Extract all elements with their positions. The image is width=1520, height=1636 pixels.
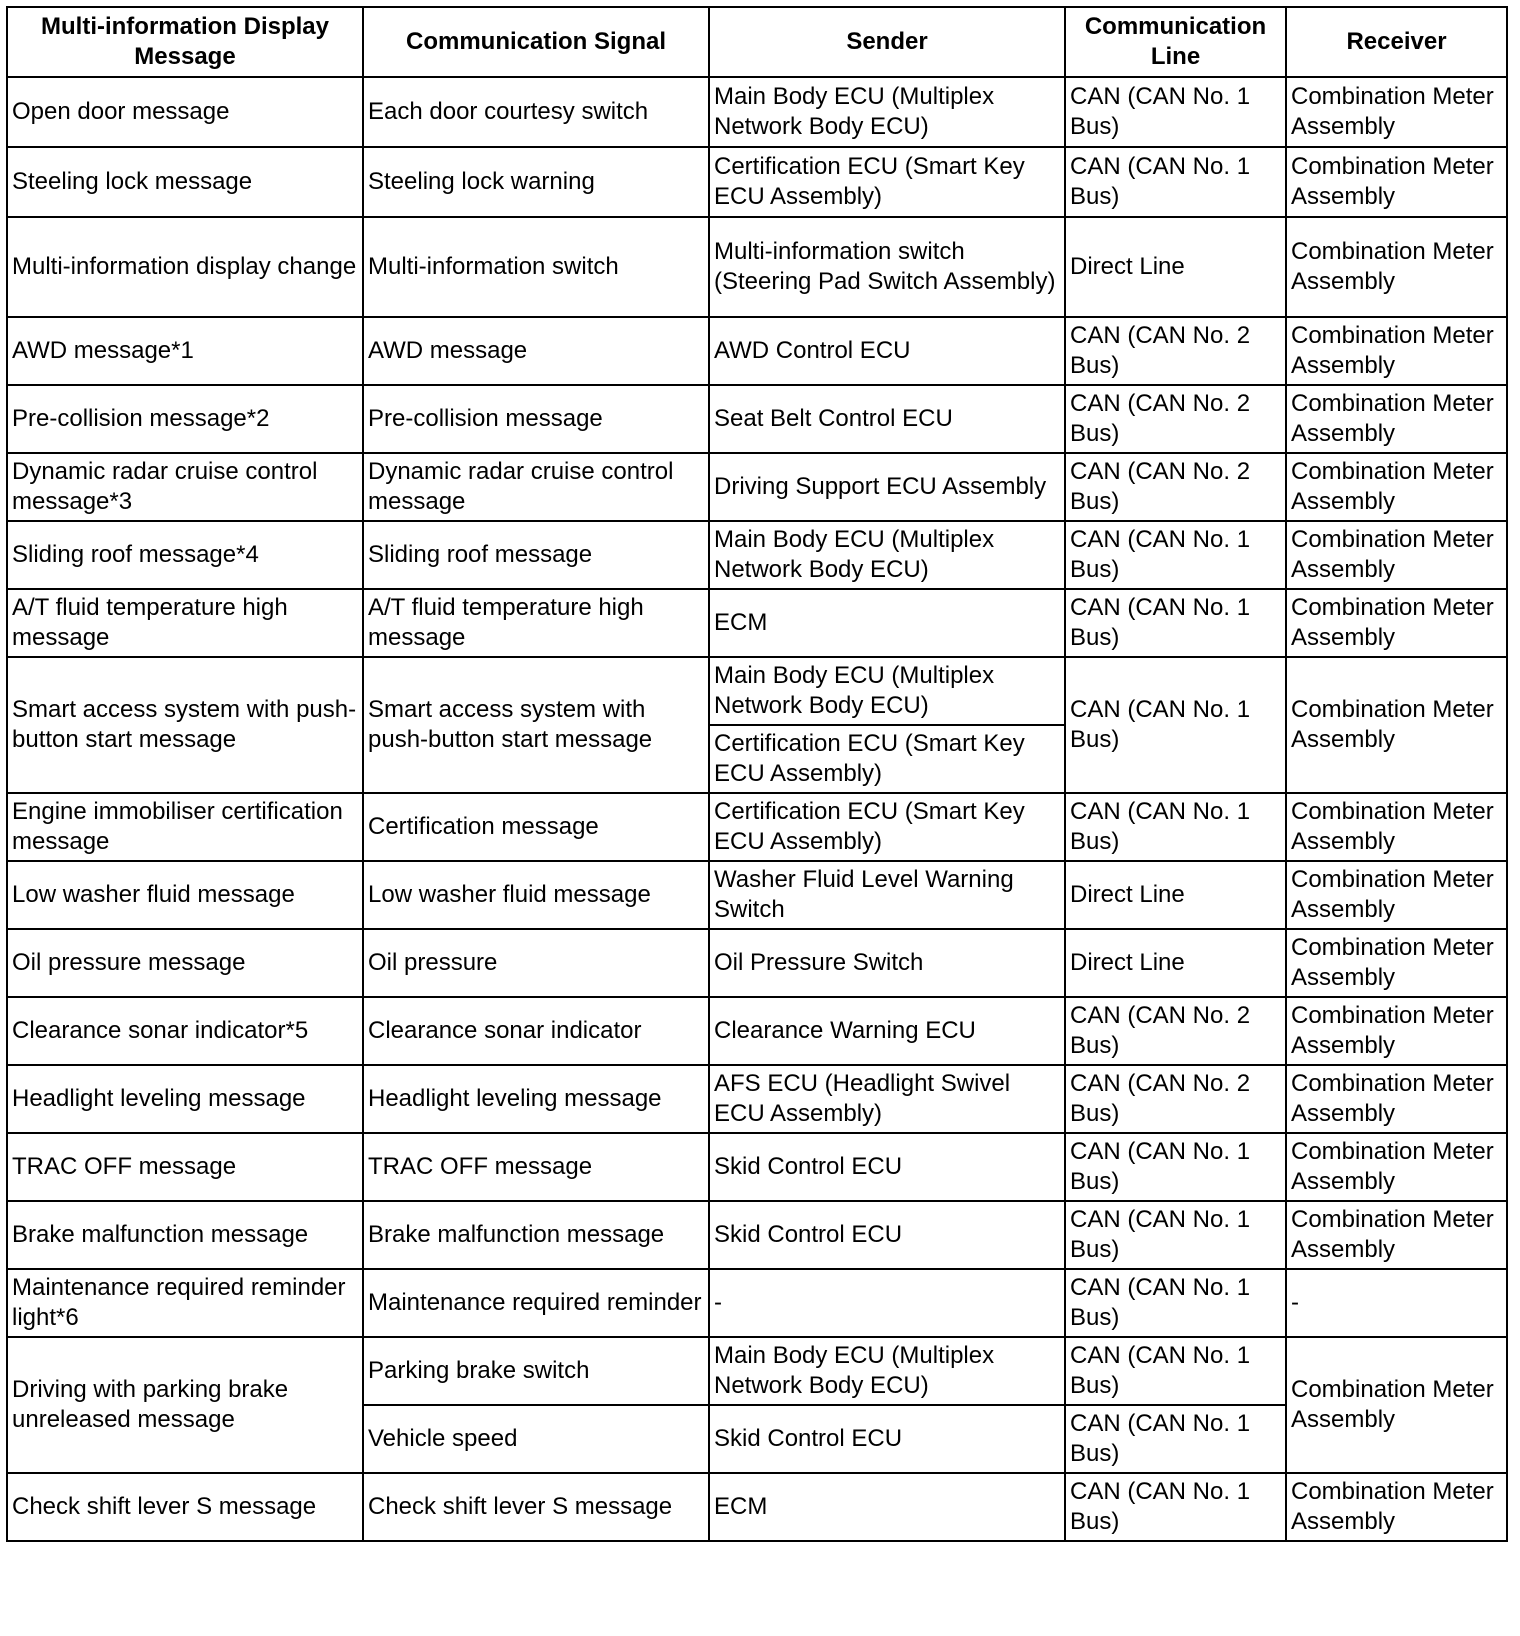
table-row (7, 77, 1507, 147)
signal-cell: Headlight leveling message (363, 1065, 709, 1133)
line-cell: CAN (CAN No. 1 Bus) (1065, 1201, 1286, 1269)
sender-cell: Driving Support ECU Assembly (709, 453, 1065, 521)
sender-cell: Clearance Warning ECU (709, 997, 1065, 1065)
signal-cell: Sliding roof message (363, 521, 709, 589)
line-cell: Direct Line (1065, 861, 1286, 929)
sender-cell: Main Body ECU (Multiplex Network Body ECU) (709, 657, 1065, 725)
receiver-cell: Combination Meter Assembly (1286, 385, 1507, 453)
sender-cell: Skid Control ECU (709, 1405, 1065, 1473)
line-cell: CAN (CAN No. 1 Bus) (1065, 1405, 1286, 1473)
sender-cell: Oil Pressure Switch (709, 929, 1065, 997)
line-cell: CAN (CAN No. 2 Bus) (1065, 453, 1286, 521)
table-row (7, 217, 1507, 317)
line-cell: CAN (CAN No. 1 Bus) (1065, 1473, 1286, 1541)
signal-cell: Pre-collision message (363, 385, 709, 453)
sender-cell: AFS ECU (Headlight Swivel ECU Assembly) (709, 1065, 1065, 1133)
sender-cell: Main Body ECU (Multiplex Network Body ECU) (709, 1337, 1065, 1405)
line-cell: CAN (CAN No. 1 Bus) (1065, 1337, 1286, 1405)
line-cell: CAN (CAN No. 1 Bus) (1065, 793, 1286, 861)
signal-cell: Check shift lever S message (363, 1473, 709, 1541)
message-cell: Low washer fluid message (7, 861, 363, 929)
sender-cell: - (709, 1269, 1065, 1337)
receiver-cell: Combination Meter Assembly (1286, 1133, 1507, 1201)
message-cell: Pre-collision message*2 (7, 385, 363, 453)
line-cell: CAN (CAN No. 1 Bus) (1065, 521, 1286, 589)
signal-cell: Parking brake switch (363, 1337, 709, 1405)
line-cell: CAN (CAN No. 2 Bus) (1065, 317, 1286, 385)
receiver-cell: Combination Meter Assembly (1286, 453, 1507, 521)
receiver-cell: Combination Meter Assembly (1286, 147, 1507, 217)
message-cell: TRAC OFF message (7, 1133, 363, 1201)
header-receiver: Receiver (1286, 7, 1507, 77)
line-cell: CAN (CAN No. 1 Bus) (1065, 147, 1286, 217)
sender-cell: Certification ECU (Smart Key ECU Assembly) (709, 793, 1065, 861)
message-cell: Oil pressure message (7, 929, 363, 997)
sender-cell: Multi-information switch (Steering Pad Switch Assembly) (709, 217, 1065, 317)
receiver-cell: Combination Meter Assembly (1286, 217, 1507, 317)
sender-cell: AWD Control ECU (709, 317, 1065, 385)
line-cell: Direct Line (1065, 929, 1286, 997)
header-signal: Communication Signal (363, 7, 709, 77)
receiver-cell: Combination Meter Assembly (1286, 793, 1507, 861)
line-cell: CAN (CAN No. 1 Bus) (1065, 1133, 1286, 1201)
receiver-cell: Combination Meter Assembly (1286, 1473, 1507, 1541)
receiver-cell: Combination Meter Assembly (1286, 589, 1507, 657)
header-row (7, 7, 1507, 77)
receiver-cell: Combination Meter Assembly (1286, 317, 1507, 385)
sender-cell: ECM (709, 589, 1065, 657)
signal-cell: AWD message (363, 317, 709, 385)
signal-cell: Smart access system with push-button start message (363, 657, 709, 793)
table-row (7, 147, 1507, 217)
table-row (7, 1201, 1507, 1269)
receiver-cell: Combination Meter Assembly (1286, 521, 1507, 589)
message-cell: A/T fluid temperature high message (7, 589, 363, 657)
signal-cell: Oil pressure (363, 929, 709, 997)
table-row (7, 385, 1507, 453)
sender-cell: Main Body ECU (Multiplex Network Body ECU) (709, 521, 1065, 589)
message-cell: Open door message (7, 77, 363, 147)
receiver-cell: Combination Meter Assembly (1286, 1201, 1507, 1269)
sender-cell: Certification ECU (Smart Key ECU Assembly) (709, 725, 1065, 793)
header-line: Communication Line (1065, 7, 1286, 77)
message-cell: Maintenance required reminder light*6 (7, 1269, 363, 1337)
receiver-cell: Combination Meter Assembly (1286, 77, 1507, 147)
line-cell: Direct Line (1065, 217, 1286, 317)
message-cell: Headlight leveling message (7, 1065, 363, 1133)
sender-cell: Certification ECU (Smart Key ECU Assembly) (709, 147, 1065, 217)
signal-cell: Low washer fluid message (363, 861, 709, 929)
signal-cell: Steeling lock warning (363, 147, 709, 217)
line-cell: CAN (CAN No. 1 Bus) (1065, 1269, 1286, 1337)
sender-cell: ECM (709, 1473, 1065, 1541)
message-cell: Clearance sonar indicator*5 (7, 997, 363, 1065)
table-row (7, 453, 1507, 521)
table-row (7, 1269, 1507, 1337)
signal-cell: Clearance sonar indicator (363, 997, 709, 1065)
message-cell: Check shift lever S message (7, 1473, 363, 1541)
message-cell: Engine immobiliser certification message (7, 793, 363, 861)
receiver-cell: - (1286, 1269, 1507, 1337)
sender-cell: Washer Fluid Level Warning Switch (709, 861, 1065, 929)
receiver-cell: Combination Meter Assembly (1286, 1337, 1507, 1473)
signal-cell: Each door courtesy switch (363, 77, 709, 147)
signal-cell: Brake malfunction message (363, 1201, 709, 1269)
header-sender: Sender (709, 7, 1065, 77)
table-row (7, 929, 1507, 997)
receiver-cell: Combination Meter Assembly (1286, 997, 1507, 1065)
table-row (7, 997, 1507, 1065)
signal-cell: Certification message (363, 793, 709, 861)
message-cell: Brake malfunction message (7, 1201, 363, 1269)
line-cell: CAN (CAN No. 1 Bus) (1065, 77, 1286, 147)
signal-cell: Vehicle speed (363, 1405, 709, 1473)
table-row (7, 589, 1507, 657)
sender-cell: Main Body ECU (Multiplex Network Body ECU) (709, 77, 1065, 147)
signal-cell: Dynamic radar cruise control message (363, 453, 709, 521)
table-row (7, 1065, 1507, 1133)
message-cell: Multi-information display change (7, 217, 363, 317)
receiver-cell: Combination Meter Assembly (1286, 929, 1507, 997)
sender-cell: Skid Control ECU (709, 1133, 1065, 1201)
line-cell: CAN (CAN No. 2 Bus) (1065, 385, 1286, 453)
table-row (7, 521, 1507, 589)
receiver-cell: Combination Meter Assembly (1286, 657, 1507, 793)
sender-cell: Skid Control ECU (709, 1201, 1065, 1269)
signal-cell: Maintenance required reminder (363, 1269, 709, 1337)
message-cell: Smart access system with push-button start message (7, 657, 363, 793)
line-cell: CAN (CAN No. 2 Bus) (1065, 997, 1286, 1065)
line-cell: CAN (CAN No. 1 Bus) (1065, 657, 1286, 793)
table-row (7, 861, 1507, 929)
signal-cell: A/T fluid temperature high message (363, 589, 709, 657)
header-message: Multi-information Display Message (7, 7, 363, 77)
message-cell: AWD message*1 (7, 317, 363, 385)
line-cell: CAN (CAN No. 1 Bus) (1065, 589, 1286, 657)
communication-table (6, 6, 1508, 1542)
receiver-cell: Combination Meter Assembly (1286, 1065, 1507, 1133)
table-row (7, 1473, 1507, 1541)
signal-cell: TRAC OFF message (363, 1133, 709, 1201)
table-row (7, 793, 1507, 861)
line-cell: CAN (CAN No. 2 Bus) (1065, 1065, 1286, 1133)
sender-cell: Seat Belt Control ECU (709, 385, 1065, 453)
receiver-cell: Combination Meter Assembly (1286, 861, 1507, 929)
message-cell: Sliding roof message*4 (7, 521, 363, 589)
message-cell: Driving with parking brake unreleased message (7, 1337, 363, 1473)
table-row (7, 317, 1507, 385)
table-row (7, 657, 1507, 725)
signal-cell: Multi-information switch (363, 217, 709, 317)
message-cell: Steeling lock message (7, 147, 363, 217)
table-row (7, 1337, 1507, 1405)
table-row (7, 1133, 1507, 1201)
message-cell: Dynamic radar cruise control message*3 (7, 453, 363, 521)
